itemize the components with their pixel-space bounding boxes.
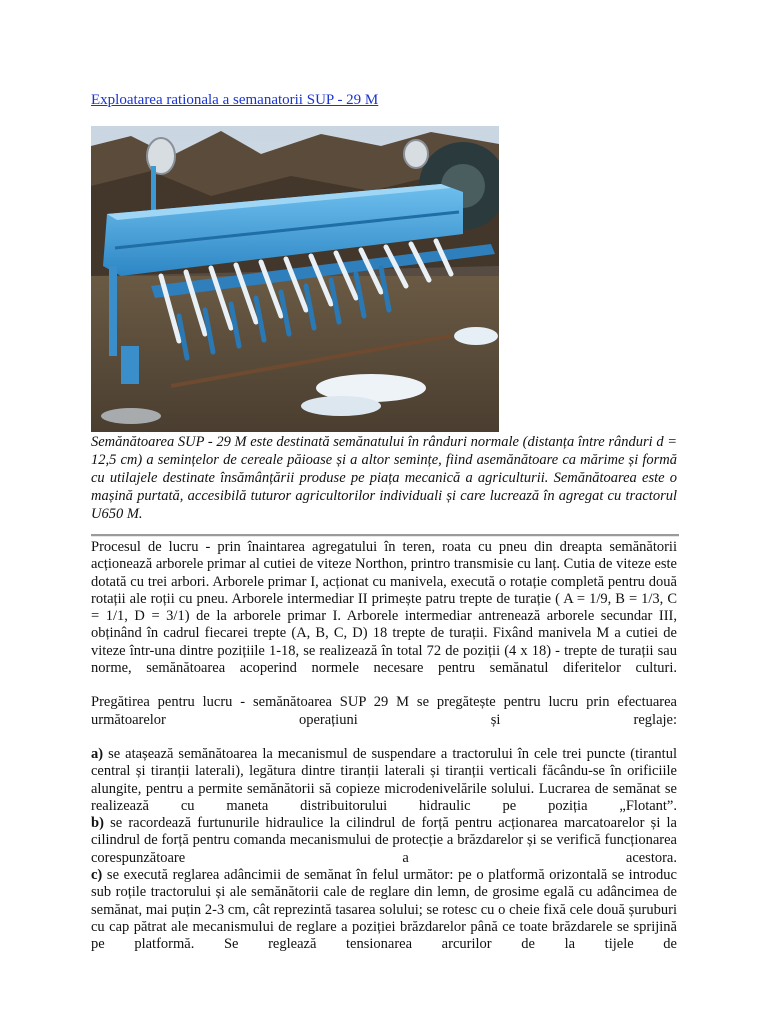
- horizontal-divider: [91, 534, 679, 537]
- item-a-label: a): [91, 745, 104, 762]
- article-body: [91, 539, 677, 954]
- seeder-photo: [91, 126, 499, 432]
- item-c-text: se execută reglarea adâncimii de semănat în felul următor: pe o platformă orizontală se introduc sub roțile tractorului și ale semănătorii cale de reglare din lemn, de grosime egală cu adâncimea de semănat, mai puțin 2-3 cm, cât reprezintă tasarea solului; se rotesc cu o cheie fixă cele două șuruburi cu cap pătrat ale mecanismului de reglare a poziției brăzdarelor până ce toate brăzdarele se sprijină pe platformă. Se reglează tensionarea arcurilor de la tijele de: [91, 867, 677, 953]
- list-item-c: [91, 867, 677, 953]
- photo-caption: Semănătoarea SUP - 29 M este destinată semănatului în rânduri normale (distanța între rânduri d = 12,5 cm) a semințelor de cereale păioase și a altor semințe, fiind asemănătoare ca mărime și formă cu utilajele destinate însămânțării produse pe piața mecanică a agriculturii. Semănătoarea este o mașină purtată, accesibilă tuturor agricultorilor individuali și care lucrează în agregat cu tractorul U650 M.: [91, 434, 677, 522]
- item-b-text: se racordează furtunurile hidraulice la cilindrul de forță pentru acționarea marcatoarelor și la cilindrul de forță pentru comanda mecanismului de protecție a brăzdarelor și se verifică funcționarea corespunzătoare a acestora.: [91, 815, 677, 866]
- item-c-label: c): [91, 867, 103, 884]
- item-a-text: se atașează semănătoarea la mecanismul de suspendare a tractorului în cele trei puncte (tirantul central și tiranții laterali), legătura dintre tiranții laterali și tiranții verticali făcându-se în orificiile alungite, pentru a permite semănătorii să copieze microdenivelările solului. Lucrarea de semănat se realizează cu maneta distribuitorului hidraulic pe poziția „Flotant”.: [91, 745, 677, 814]
- list-item-b: [91, 815, 677, 867]
- title-link[interactable]: Exploatarea rationala a semanatorii SUP - 29 M: [91, 92, 379, 108]
- paragraph-preparation: Pregătirea pentru lucru - semănătoarea SUP 29 M se pregătește pentru lucru prin efectuarea următoarelor operațiuni și reglaje:: [91, 694, 677, 728]
- list-item-a: [91, 746, 677, 815]
- paragraph-process: Procesul de lucru - prin înaintarea agregatului în teren, roata cu pneu din dreapta semănătorii acționează arborele primar al cutiei de viteze Northon, printro transmisie cu lanț. Cutia de viteze este dotată cu trei arbori. Arborele primar I, acționat cu manivela, execută o rotație completă pentru două rotații ale roții cu pneu. Arborele intermediar II primește patru trepte de turație ( A = 1/9, B = 1/3, C = 1/1, D = 3/1) de la arborele primar I. Arborele intermediar antrenează arborele secundar III, obținând în cadrul fiecarei trepte (A, B, C, D) 18 trepte de turații. Fixând manivela M a cutiei de viteze într-una dintre pozițiile 1-18, se realizează în total 72 de poziții (4 x 18) - trepte de turații sau norme, semănătoarea acoperind normele necesare pentru semănatul diferitelor culturi.: [91, 539, 677, 677]
- item-b-label: b): [91, 815, 104, 832]
